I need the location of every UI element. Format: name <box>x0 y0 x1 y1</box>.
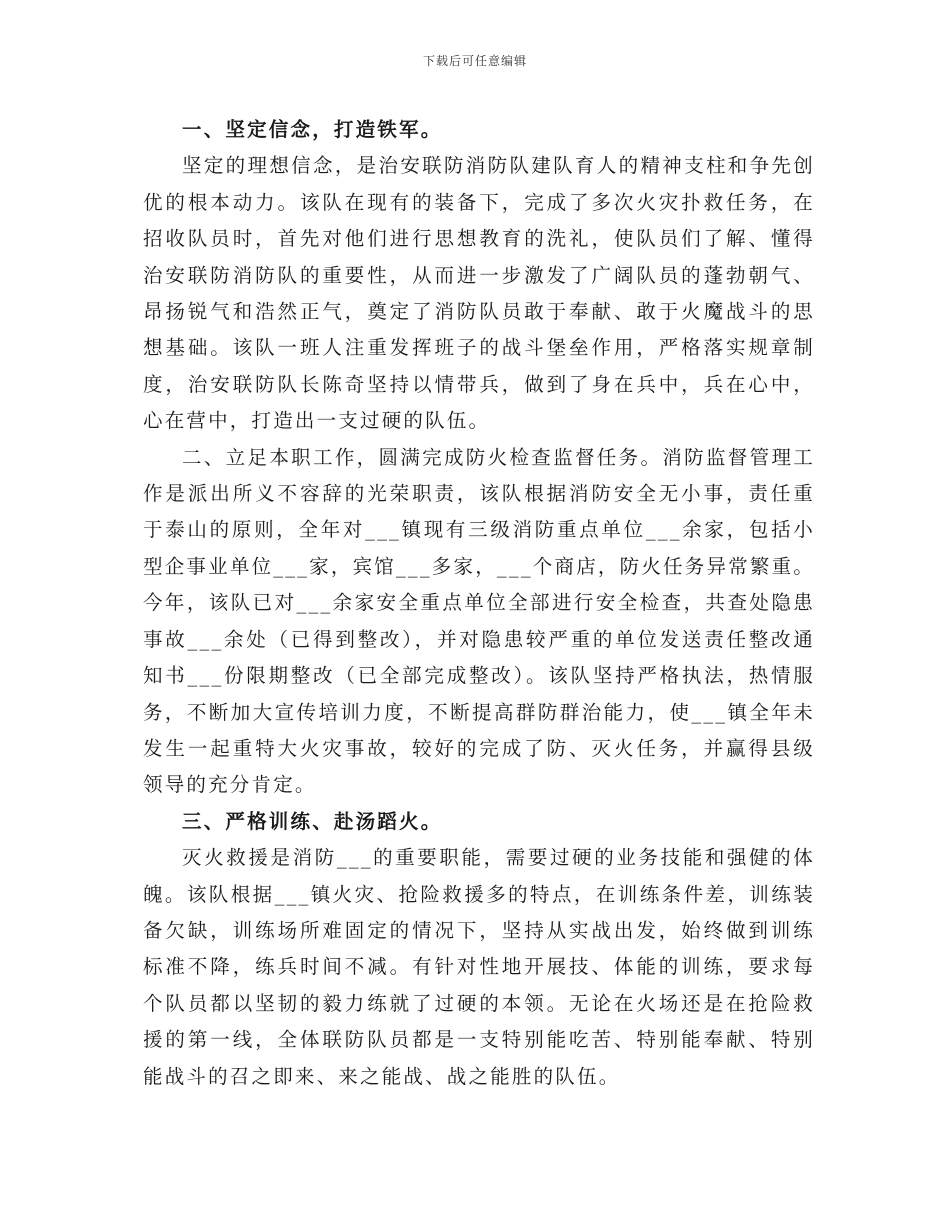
document-body <box>143 112 815 1095</box>
page-header-note: 下载后可任意编辑 <box>422 54 527 68</box>
section-heading-3: 三、严格训练、赴汤蹈火。 <box>182 809 443 833</box>
paragraph-2: 二、立足本职工作，圆满完成防火检查监督任务。消防监督管理工作是派出所义不容辞的光荣职责，该队根据消防安全无小事，责任重于泰山的原则，全年对___镇现有三级消防重点单位___余家，包括小型企事业单位___家，宾馆___多家，___个商店，防火任务异常繁重。今年，该队已对___余家安全重点单位全部进行安全检查，共查处隐患事故___余处（已得到整改），并对隐患较严重的单位发送责任整改通知书___份限期整改（已全部完成整改）。该队坚持严格执法，热情服务，不断加大宣传培训力度，不断提高群防群治能力，使___镇全年未发生一起重特大火灾事故，较好的完成了防、灭火任务，并赢得县级领导的充分肯定。 <box>143 445 815 797</box>
section-heading-1: 一、坚定信念，打造铁军。 <box>182 118 443 141</box>
paragraph-3: 灭火救援是消防___的重要职能，需要过硬的业务技能和强健的体魄。该队根据___镇火灾、抢险救援多的特点，在训练条件差，训练装备欠缺，训练场所难固定的情况下，坚持从实战出发，始终做到训练标准不降，练兵时间不减。有针对性地开展技、体能的训练，要求每个队员都以坚韧的毅力练就了过硬的本领。无论在火场还是在抢险救援的第一线，全体联防队员都是一支特别能吃苦、特别能奉献、特别能战斗的召之即来、来之能战、战之能胜的队伍。 <box>143 846 815 1088</box>
paragraph-1: 坚定的理想信念，是治安联防消防队建队育人的精神支柱和争先创优的根本动力。该队在现有的装备下，完成了多次火灾扑救任务，在招收队员时，首先对他们进行思想教育的洗礼，使队员们了解、懂得治安联防消防队的重要性，从而进一步激发了广阔队员的蓬勃朝气、昂扬锐气和浩然正气，奠定了消防队员敢于奉献、敢于火魔战斗的思想基础。该队一班人注重发挥班子的战斗堡垒作用，严格落实规章制度，治安联防队长陈奇坚持以情带兵，做到了身在兵中，兵在心中，心在营中，打造出一支过硬的队伍。 <box>143 154 815 433</box>
